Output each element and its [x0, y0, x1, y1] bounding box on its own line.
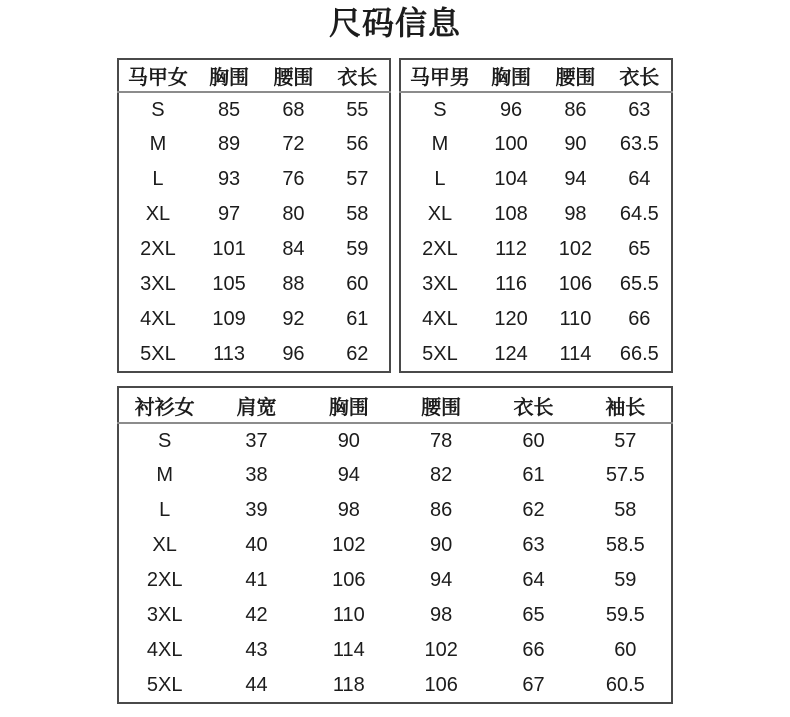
value-cell: 90 — [337, 429, 360, 452]
value-cell: 93 — [217, 168, 241, 190]
table-row — [118, 493, 672, 528]
value-cell: 40 — [245, 534, 268, 556]
table-row — [118, 668, 672, 703]
table-row — [400, 162, 672, 197]
size-cell: XL — [152, 534, 177, 556]
column-header: 衣长 — [337, 67, 378, 89]
vest-tables-row — [117, 58, 673, 373]
size-cell: S — [433, 98, 447, 121]
value-cell: 56 — [346, 133, 369, 155]
value-cell: 42 — [245, 604, 268, 626]
value-cell: 85 — [217, 98, 241, 121]
column-header: 腰围 — [555, 67, 596, 89]
value-cell: 96 — [499, 98, 523, 121]
value-cell: 41 — [245, 569, 268, 591]
size-cell: M — [431, 133, 449, 155]
value-cell: 118 — [332, 673, 365, 696]
table-row — [118, 563, 672, 598]
value-cell: 38 — [245, 464, 268, 486]
size-cell: 2XL — [140, 238, 176, 260]
size-cell: 5XL — [140, 342, 176, 365]
value-cell: 82 — [430, 464, 453, 486]
value-cell: 66 — [522, 639, 545, 661]
table-row — [118, 162, 390, 197]
table-title-header: 马甲男 — [409, 67, 470, 89]
value-cell: 59 — [614, 569, 637, 591]
table-row — [118, 92, 390, 127]
value-cell: 106 — [332, 569, 366, 591]
value-cell: 92 — [282, 308, 305, 330]
value-cell: 64 — [628, 168, 651, 190]
value-cell: 98 — [564, 203, 587, 225]
value-cell: 68 — [282, 98, 305, 121]
table-header-row — [118, 387, 672, 423]
size-cell: 4XL — [140, 308, 176, 330]
value-cell: 116 — [495, 273, 527, 295]
value-cell: 106 — [424, 673, 458, 696]
value-cell: 58.5 — [605, 534, 645, 556]
value-cell: 97 — [217, 203, 241, 225]
value-cell: 102 — [332, 534, 366, 556]
value-cell: 96 — [282, 342, 305, 365]
value-cell: 94 — [430, 569, 453, 591]
value-cell: 72 — [282, 133, 305, 155]
value-cell: 80 — [282, 203, 305, 225]
value-cell: 89 — [217, 133, 241, 155]
size-cell: L — [434, 168, 446, 190]
value-cell: 64.5 — [619, 203, 659, 225]
table-row — [118, 127, 390, 162]
table-row — [400, 127, 672, 162]
table-row — [118, 197, 390, 232]
size-cell: M — [156, 464, 173, 486]
value-cell: 90 — [564, 133, 587, 155]
value-cell: 100 — [494, 133, 528, 155]
value-cell: 58 — [614, 499, 637, 521]
table-header-row — [400, 59, 672, 92]
value-cell: 110 — [559, 308, 592, 330]
value-cell: 84 — [282, 238, 305, 260]
size-cell: 4XL — [422, 308, 458, 330]
value-cell: 88 — [282, 273, 305, 295]
value-cell: 58 — [346, 203, 369, 225]
table-row — [400, 267, 672, 302]
value-cell: 109 — [212, 308, 246, 330]
value-cell: 43 — [245, 639, 268, 661]
value-cell: 102 — [558, 238, 593, 260]
value-cell: 57 — [346, 168, 369, 190]
value-cell: 112 — [495, 238, 527, 260]
column-header: 衣长 — [619, 67, 660, 89]
size-cell: XL — [427, 203, 453, 225]
value-cell: 57.5 — [605, 464, 645, 486]
value-cell: 67 — [522, 673, 545, 696]
table-header-row — [118, 59, 390, 92]
size-cell: 2XL — [146, 569, 183, 591]
value-cell: 39 — [245, 499, 268, 521]
value-cell: 62 — [346, 342, 369, 365]
value-cell: 61 — [522, 464, 545, 486]
size-cell: L — [159, 499, 171, 521]
size-cell: 5XL — [146, 673, 183, 696]
table-body — [118, 423, 672, 703]
value-cell: 104 — [494, 168, 528, 190]
value-cell: 108 — [494, 203, 528, 225]
value-cell: 98 — [337, 499, 360, 521]
value-cell: 86 — [430, 499, 453, 521]
column-header: 腰围 — [273, 67, 314, 89]
size-tables-area — [117, 58, 673, 704]
value-cell: 57 — [614, 429, 637, 452]
value-cell: 65.5 — [619, 273, 659, 295]
table-body — [118, 92, 390, 372]
value-cell: 64 — [522, 569, 545, 591]
shirt-women-size-table — [117, 386, 673, 704]
value-cell: 44 — [245, 673, 268, 696]
value-cell: 98 — [430, 604, 453, 626]
value-cell: 78 — [430, 429, 453, 452]
size-cell: S — [157, 429, 172, 452]
value-cell: 124 — [494, 342, 528, 365]
value-cell: 86 — [564, 98, 587, 121]
size-cell: 5XL — [422, 342, 458, 365]
value-cell: 76 — [282, 168, 305, 190]
value-cell: 65 — [522, 604, 545, 626]
table-row — [400, 232, 672, 267]
size-cell: 2XL — [422, 238, 458, 260]
value-cell: 94 — [564, 168, 587, 190]
table-row — [118, 458, 672, 493]
vest-men-size-table — [399, 58, 673, 373]
size-cell: M — [149, 133, 167, 155]
value-cell: 60 — [346, 273, 369, 295]
value-cell: 105 — [212, 273, 246, 295]
table-row — [118, 337, 390, 372]
value-cell: 101 — [212, 238, 246, 260]
table-row — [118, 423, 672, 458]
table-row — [400, 337, 672, 372]
table-row — [400, 302, 672, 337]
value-cell: 60 — [614, 639, 637, 661]
column-header: 肩宽 — [236, 396, 277, 419]
value-cell: 110 — [332, 604, 365, 626]
value-cell: 114 — [559, 342, 592, 365]
size-cell: 4XL — [146, 639, 183, 661]
vest-women-size-table — [117, 58, 391, 373]
table-row — [400, 197, 672, 232]
value-cell: 90 — [430, 534, 453, 556]
column-header: 衣长 — [513, 396, 554, 419]
column-header: 胸围 — [209, 67, 250, 89]
value-cell: 66.5 — [619, 342, 659, 365]
value-cell: 65 — [628, 238, 651, 260]
value-cell: 61 — [346, 308, 369, 330]
value-cell: 66 — [628, 308, 651, 330]
table-body — [400, 92, 672, 372]
value-cell: 62 — [522, 499, 545, 521]
value-cell: 102 — [424, 639, 458, 661]
size-cell: 3XL — [146, 604, 183, 626]
table-row — [118, 633, 672, 668]
table-title-header: 马甲女 — [127, 67, 188, 89]
value-cell: 63 — [522, 534, 545, 556]
column-header: 袖长 — [605, 396, 646, 419]
page-title: 尺码信息 — [328, 5, 461, 41]
table-row — [118, 528, 672, 563]
value-cell: 59 — [346, 238, 369, 260]
value-cell: 55 — [346, 98, 369, 121]
table-row — [118, 267, 390, 302]
value-cell: 120 — [494, 308, 528, 330]
value-cell: 37 — [245, 429, 268, 452]
table-row — [400, 92, 672, 127]
value-cell: 106 — [558, 273, 593, 295]
size-cell: L — [152, 168, 164, 190]
size-cell: S — [151, 98, 165, 121]
table-row — [118, 302, 390, 337]
table-row — [118, 232, 390, 267]
value-cell: 94 — [337, 464, 360, 486]
value-cell: 60.5 — [605, 673, 645, 696]
table-row — [118, 598, 672, 633]
value-cell: 113 — [213, 342, 245, 365]
value-cell: 59.5 — [605, 604, 645, 626]
column-header: 腰围 — [421, 396, 462, 419]
size-cell: 3XL — [140, 273, 176, 295]
table-title-header: 衬衫女 — [134, 396, 195, 419]
value-cell: 60 — [522, 429, 545, 452]
size-cell: XL — [145, 203, 171, 225]
column-header: 胸围 — [328, 396, 369, 419]
column-header: 胸围 — [491, 67, 532, 89]
value-cell: 63.5 — [619, 133, 659, 155]
value-cell: 63 — [628, 98, 651, 121]
value-cell: 114 — [332, 639, 365, 661]
size-cell: 3XL — [422, 273, 458, 295]
